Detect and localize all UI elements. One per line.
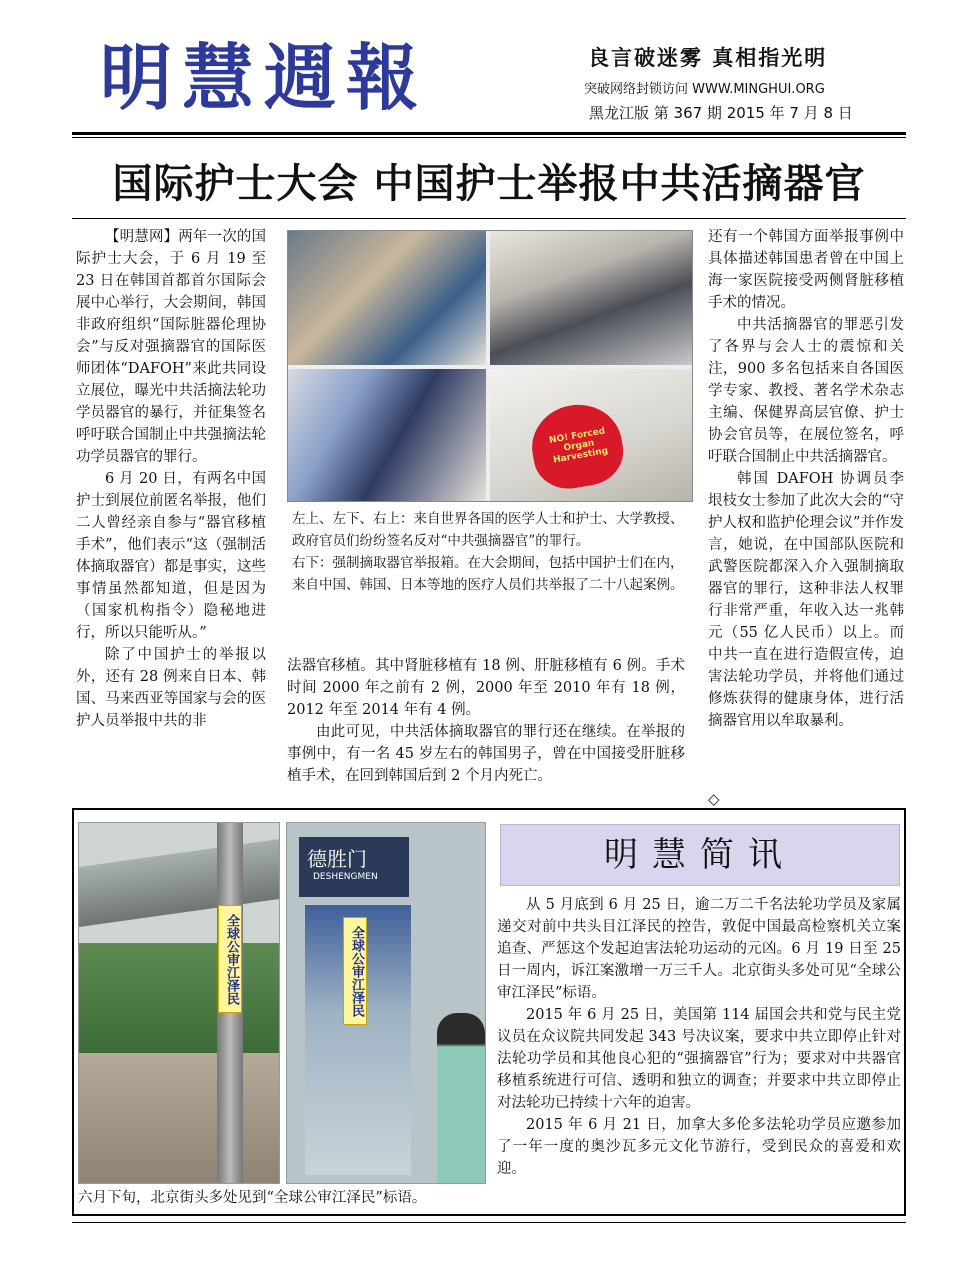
poster-sign: 全球公审江泽民: [218, 905, 242, 1013]
header-rule: [72, 132, 906, 135]
station-sign-name-en: DESHENGMEN: [313, 872, 378, 882]
article-column-3: [708, 226, 904, 732]
article-paragraph: 【明慧网】两年一次的国际护士大会，于 6 月 19 至 23 日在韩国首都首尔国际会展中心举行，大会期间，韩国非政府组织“国际脏器伦理协会”与反对强摘器官的国际医师团体“DAFOH”来此共同设立展位，曝光中共活摘法轮功学员器官的暴行，并征集签名呼吁联合国制止中共强摘法轮功学员器官的罪行。: [76, 229, 266, 465]
article-column-1: [76, 226, 266, 732]
street-photo-caption: 六月下旬，北京街头多处见到“全球公审江泽民”标语。: [78, 1190, 427, 1206]
pedestrian: [437, 1013, 485, 1183]
station-sign: [299, 837, 409, 897]
footer-rule: [72, 1222, 906, 1223]
conference-photo-grid: [287, 230, 693, 502]
poster-sign: 全球公审江泽民: [343, 917, 367, 1025]
photo-bottom-left: [288, 369, 486, 501]
article-paragraph: 由此可见，中共活体摘取器官的罪行还在继续。在举报的事例中，有一名 45 岁左右的韩国男子，曾在中国接受肝脏移植手术，在回到韩国后到 2 个月内死亡。: [287, 724, 685, 784]
trees: [79, 943, 279, 1053]
photo-caption: [292, 508, 684, 596]
brief-paragraph: 2015 年 6 月 25 日，美国第 114 届国会共和党与民主党议员在众议院共同发起 343 号决议案，要求中共立即停止针对法轮功学员和其他良心犯的“强摘器官”行为；要求对中共器官移植系统进行可信、透明和独立的调查；并要求中共立即停止对法轮功已持续十六年的迫害。: [497, 1007, 901, 1111]
masthead-title: 明慧週報: [100, 36, 429, 120]
issue-info: 黑龙江版 第 367 期 2015 年 7 月 8 日: [589, 104, 853, 122]
brief-paragraph: 2015 年 6 月 21 日，加拿大多伦多法轮功学员应邀参加了一年一度的奥沙瓦多元文化节游行，受到民众的喜爱和欢迎。: [497, 1117, 901, 1177]
caption-line: 左上、左下、右上：来自世界各国的医学人士和护士、大学教授、政府官员们纷纷签名反对“中共强摘器官”的罪行。: [292, 511, 684, 549]
photo-top-left: [288, 231, 486, 365]
photo-top-right: [490, 231, 692, 365]
street-pole-photo: [78, 822, 280, 1184]
article-paragraph: 还有一个韩国方面举报事例中具体描述韩国患者曾在中国上海一家医院接受两侧肾脏移植手术的情况。: [708, 229, 904, 311]
news-brief-text: [497, 894, 901, 1180]
sidewalk: [79, 1053, 279, 1183]
article-end-mark: ◇: [708, 790, 720, 808]
website-note: 突破网络封锁访问 WWW.MINGHUI.ORG: [584, 82, 825, 97]
news-brief-title: 明慧简讯: [500, 824, 900, 886]
article-paragraph: 6 月 20 日，有两名中国护士到展位前匿名举报，他们二人曾经亲自参与“器官移植手术”，他们表示“这（强制活体摘取器官）都是事实，这些事情虽然都知道，但是因为（国家机构指令）隐秘地进行，所以只能听从。”: [76, 471, 266, 641]
photo-bottom-right: [490, 369, 692, 501]
caption-line: 右下：强制摘取器官举报箱。在大会期间，包括中国护士们在内，来自中国、韩国、日本等地的医疗人员们共举报了二十八起案例。: [292, 555, 684, 593]
station-sign-name: 德胜门: [307, 847, 367, 871]
article-paragraph: 中共活摘器官的罪恶引发了各界与会人士的震惊和关注，900 多名包括来自各国医学专家、教授、著名学术杂志主编、保健界高层官僚、护士协会官员等，在展位签名，呼吁联合国制止中共活摘器官。: [708, 317, 904, 465]
article-column-2: [287, 655, 685, 787]
overpass: [79, 839, 279, 927]
header-rule-thin: [72, 137, 906, 138]
headline-rule: [72, 218, 906, 219]
article-headline: 国际护士大会 中国护士举报中共活摘器官: [112, 160, 866, 207]
slogan: 良言破迷雾 真相指光明: [588, 46, 828, 70]
photo-sign-text: NO! Forced Organ Harvesting: [548, 426, 609, 466]
article-paragraph: 韩国 DAFOH 协调员李垠枝女士参加了此次大会的“守护人权和监护伦理会议”并作发言，她说，在中国部队医院和武警医院都深入介入强制摘取器官的罪行，这种非法人权罪行非常严重，年收入达一兆韩元（55 亿人民币）以上。而中共一直在进行造假宣传，迫害法轮功学员，并将他们通过修炼获得的健康身体，进行活摘器官用以牟取暴利。: [708, 471, 904, 729]
bus-stop-photo: [286, 822, 486, 1184]
brief-paragraph: 从 5 月底到 6 月 25 日，逾二万二千名法轮功学员及家属递交对前中共头目江泽民的控告，敦促中国最高检察机关立案追查、严惩这个发起迫害法轮功运动的元凶。6 月 19 日至 25 日一周内，诉江案激增一万三千人。北京街头多处可见“全球公审江泽民”标语。: [497, 897, 901, 1001]
article-paragraph: 法器官移植。其中肾脏移植有 18 例、肝脏移植有 6 例。手术时间 2000 年之前有 2 例，2000 年至 2010 年有 18 例，2012 年至 2014 年有 4 例。: [287, 658, 685, 718]
article-paragraph: 除了中国护士的举报以外，还有 28 例来自日本、韩国、马来西亚等国家与会的医护人员举报中共的非: [76, 647, 266, 729]
